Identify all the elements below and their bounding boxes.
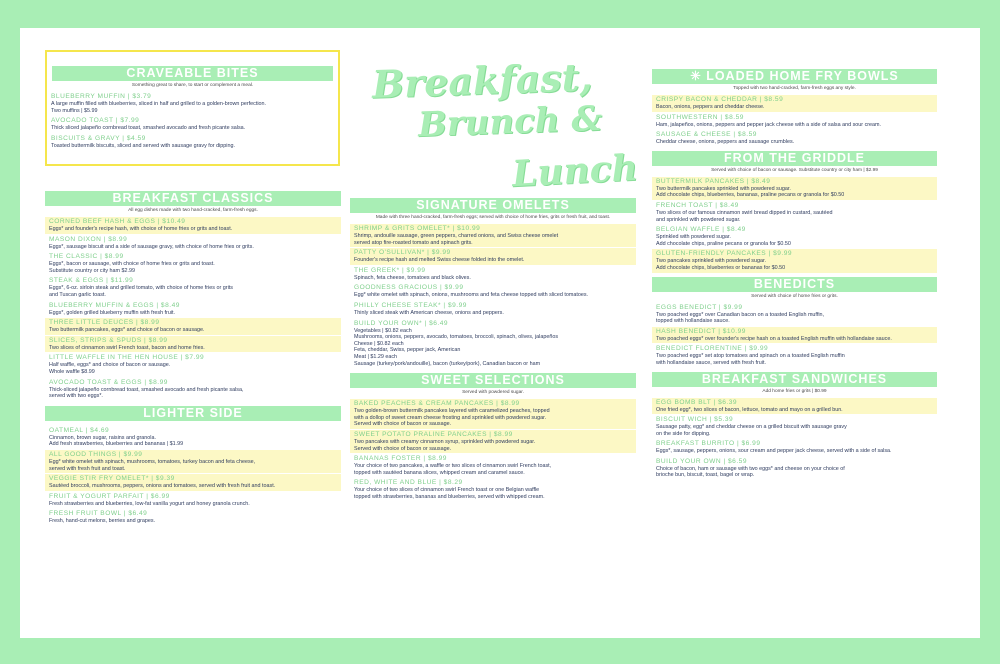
menu-item-name: VEGGIE STIR FRY OMELET* | $9.39 xyxy=(49,475,175,483)
menu-item xyxy=(652,130,937,147)
benedicts-items xyxy=(652,303,937,368)
section-subtitle: Made with three hand-cracked, farm-fresh eggs; served with choice of home fries, grits or fresh fruit, and toast. xyxy=(375,215,611,220)
menu-item xyxy=(350,478,636,501)
menu-item-description: Choice of bacon, ham or sausage with two eggs* and cheese on your choice of xyxy=(656,465,845,472)
lighter-side-items xyxy=(45,426,341,526)
menu-item xyxy=(45,336,341,353)
menu-item xyxy=(45,378,341,401)
plus-icon: ✳ xyxy=(690,69,707,83)
menu-item-description: Sprinkled with powdered sugar. xyxy=(656,234,731,241)
breakfast-classics-items xyxy=(45,217,341,401)
sweet-items xyxy=(350,399,636,501)
menu-item-description: Toasted buttermilk biscuits, sliced and served with sausage gravy for dipping. xyxy=(51,142,235,149)
menu-item-description: One fried egg*, two slices of bacon, lettuce, tomato and mayo on a grilled bun. xyxy=(656,406,843,413)
menu-item-name: BREAKFAST BURRITO | $6.99 xyxy=(656,440,761,448)
menu-item xyxy=(350,301,636,318)
sandwiches-items xyxy=(652,398,937,481)
menu-item-name: BUILD YOUR OWN* | $6.49 xyxy=(354,319,449,327)
menu-item-description: Add chocolate chips, blueberries, bananas, praline pecans or granola for $0.50 xyxy=(656,192,845,199)
menu-item xyxy=(45,276,341,299)
menu-item xyxy=(47,134,338,151)
menu-item-description: Served with choice of bacon or sausage. xyxy=(354,421,452,428)
menu-item-description: Spinach, feta cheese, tomatoes and black olives. xyxy=(354,274,471,281)
menu-item xyxy=(652,457,937,480)
section-header: SWEET SELECTIONS xyxy=(350,373,636,388)
menu-item-description: topped with sautéed banana slices, whipped cream and caramel sauce. xyxy=(354,469,525,476)
menu-item-description: Two buttermilk pancakes sprinkled with powdered sugar. xyxy=(656,185,791,192)
menu-item-name: BENEDICT FLORENTINE | $9.99 xyxy=(656,345,769,353)
menu-item xyxy=(45,474,341,491)
menu-item-name: CORNED BEEF HASH & EGGS | $10.49 xyxy=(49,218,186,225)
menu-item xyxy=(652,201,937,224)
menu-item-name: PATTY O'SULLIVAN* | $9.99 xyxy=(354,249,451,257)
menu-item-description: Egg* white omelet with spinach, mushrooms, tomatoes, turkey bacon and feta cheese, xyxy=(49,458,256,465)
menu-item-description: Eggs*, sausage biscuit and a side of sausage gravy, with choice of home fries or grits. xyxy=(49,243,254,250)
menu-item-name: GLUTEN-FRIENDLY PANCAKES | $9.99 xyxy=(656,250,793,258)
menu-item-name: FRUIT & YOGURT PARFAIT | $6.99 xyxy=(49,492,170,500)
menu-item-name: AVOCADO TOAST | $7.99 xyxy=(51,117,140,125)
menu-item-name: AVOCADO TOAST & EGGS | $8.99 xyxy=(49,378,168,386)
menu-item-description: Two slices of our famous cinnamon swirl bread dipped in custard, sautéed xyxy=(656,209,833,216)
menu-item-name: BANANAS FOSTER | $8.99 xyxy=(354,455,447,463)
section-header: BREAKFAST CLASSICS xyxy=(45,191,341,206)
menu-item xyxy=(652,225,937,248)
menu-item-description: Cinnamon, brown sugar, raisins and granola. xyxy=(49,434,156,441)
menu-item-description: Eggs*, sausage, peppers, onions, sour cream and pepper jack cheese, served with a side of salsa. xyxy=(656,448,892,455)
menu-item-description: Two buttermilk pancakes, eggs* and choice of bacon or sausage. xyxy=(49,327,205,334)
menu-item-name: THE CLASSIC | $8.99 xyxy=(49,253,124,261)
menu-item-description: Sausage patty, egg* and cheddar cheese on a grilled biscuit with sausage gravy xyxy=(656,424,847,431)
menu-item xyxy=(45,235,341,252)
menu-item-description: on the side for dipping. xyxy=(656,430,711,437)
menu-item-name: BLUEBERRY MUFFIN | $3.79 xyxy=(51,93,152,100)
menu-item-description: Eggs*, bacon or sausage, with choice of home fries or grits and toast. xyxy=(49,261,215,268)
left-column xyxy=(45,191,341,527)
menu-item-description: Whole waffle $8.99 xyxy=(49,368,95,375)
menu-item xyxy=(45,353,341,376)
menu-item-name: BISCUIT WICH | $5.39 xyxy=(656,416,734,424)
menu-item-name: BISCUITS & GRAVY | $4.59 xyxy=(51,134,146,142)
menu-item-name: THREE LITTLE DEUCES | $8.99 xyxy=(49,319,160,327)
menu-item-description: Thick-sliced jalapeño cornbread toast, smashed avocado and fresh picante salsa, xyxy=(49,386,244,393)
menu-item-description: Two poached eggs* over founder's recipe hash on a toasted English muffin with hollandaise sauce. xyxy=(656,335,892,342)
menu-item-description: Two muffins | $5.99 xyxy=(51,107,98,114)
menu-item-name: RED, WHITE AND BLUE | $8.29 xyxy=(354,479,463,487)
menu-item xyxy=(652,415,937,438)
menu-item xyxy=(45,509,341,526)
middle-column xyxy=(350,198,636,502)
menu-item-name: SHRIMP & GRITS OMELET* | $10.99 xyxy=(354,225,481,232)
menu-item-description: Served with choice of bacon or sausage. xyxy=(354,445,452,452)
menu-item-name: LITTLE WAFFLE IN THE HEN HOUSE | $7.99 xyxy=(49,354,205,362)
menu-item-description: Add chocolate chips, praline pecans or granola for $0.50 xyxy=(656,240,791,247)
menu-item-description: Cheese | $0.82 each xyxy=(354,340,404,347)
section-header: SIGNATURE OMELETS xyxy=(350,198,636,213)
menu-item xyxy=(45,450,341,473)
menu-item-name: BUILD YOUR OWN | $6.59 xyxy=(656,457,748,465)
menu-item-name: SWEET POTATO PRALINE PANCAKES | $8.99 xyxy=(354,430,513,438)
menu-item-description: A large muffin filled with blueberries, sliced in half and grilled to a golden-brown perfection. xyxy=(51,101,267,107)
menu-item-description: Vegetables | $0.82 each xyxy=(354,327,412,334)
menu-item xyxy=(652,113,937,130)
menu-item-description: Feta, cheddar, Swiss, pepper jack, American xyxy=(354,347,461,354)
menu-item-description: Substitute country or city ham $2.99 xyxy=(49,267,135,274)
menu-item-description: Eggs*, 6-oz. sirloin steak and grilled tomato, with choice of home fries or grits xyxy=(49,285,233,292)
menu-item xyxy=(652,327,937,344)
menu-item-description: Fresh, hand-cut melons, berries and grapes. xyxy=(49,518,156,525)
menu-item-description: Sautéed broccoli, mushrooms, peppers, onions and tomatoes, served with fresh fruit and toast. xyxy=(49,483,276,490)
menu-item-description: Eggs*, golden grilled blueberry muffin with fresh fruit. xyxy=(49,309,176,316)
menu-item-description: with a dollop of sweet cream cheese frosting and sprinkled with powdered sugar. xyxy=(354,414,547,421)
menu-item xyxy=(350,319,636,369)
menu-item xyxy=(350,283,636,300)
menu-item-description: Ham, jalapeños, onions, peppers and pepper jack cheese with a side of salsa and sour cream. xyxy=(656,121,882,128)
section-subtitle: Topped with two hand-cracked, farm-fresh eggs any style. xyxy=(733,86,856,91)
menu-item-name: FRENCH TOAST | $8.49 xyxy=(656,201,739,209)
menu-item-description: Meat | $1.29 each xyxy=(354,353,398,360)
section-header: LIGHTER SIDE xyxy=(45,406,341,421)
menu-item-name: SOUTHWESTERN | $8.59 xyxy=(656,113,744,121)
menu-item-name: GOODNESS GRACIOUS | $9.99 xyxy=(354,284,464,292)
menu-item-name: SLICES, STRIPS & SPUDS | $8.99 xyxy=(49,336,168,344)
menu-item-description: Sausage (turkey/pork/andouille), bacon (turkey/pork), Canadian bacon or ham xyxy=(354,360,541,367)
menu-item-name: MASON DIXON | $8.99 xyxy=(49,235,128,243)
menu-item xyxy=(350,454,636,477)
section-header-text: LOADED HOME FRY BOWLS xyxy=(706,69,899,83)
menu-item xyxy=(652,439,937,456)
menu-item-description: Thick sliced jalapeño cornbread toast, smashed avocado and fresh picante salsa. xyxy=(51,125,246,132)
menu-item-name: ALL GOOD THINGS | $9.99 xyxy=(49,450,143,458)
menu-item xyxy=(350,224,636,247)
menu-item xyxy=(652,398,937,415)
menu-item-name: BELGIAN WAFFLE | $8.49 xyxy=(656,226,746,234)
menu-title xyxy=(350,54,640,208)
menu-item-description: Add fresh strawberries, blueberries and bananas | $1.99 xyxy=(49,441,184,448)
menu-item-description: Two poached eggs* over Canadian bacon on a toasted English muffin, xyxy=(656,311,825,318)
menu-item-name: EGG BOMB BLT | $6.39 xyxy=(656,398,738,406)
menu-item-description: Cheddar cheese, onions, peppers and sausage crumbles. xyxy=(656,139,795,146)
menu-item xyxy=(652,177,937,200)
menu-item-description: Add chocolate chips, blueberries or bananas for $0.50 xyxy=(656,264,786,271)
menu-item-description: and sprinkled with powdered sugar. xyxy=(656,216,741,223)
menu-item-name: BUTTERMILK PANCAKES | $8.49 xyxy=(656,177,771,185)
title-line: Breakfast, xyxy=(371,54,594,107)
section-subtitle: Served with choice of bacon or sausage. Substitute country or city ham | $2.99 xyxy=(711,167,878,173)
menu-item xyxy=(45,318,341,335)
menu-item-description: Fresh strawberries and blueberries, low-fat vanilla yogurt and honey granola crunch. xyxy=(49,500,250,507)
menu-item-description: served with fresh fruit and toast. xyxy=(49,465,126,472)
section-header xyxy=(652,69,937,84)
menu-item-description: Your choice of two pancakes, a waffle or two slices of cinnamon swirl French toast, xyxy=(354,463,552,470)
title-line: Brunch & xyxy=(417,98,603,146)
section-subtitle: Add home fries or grits | $0.99 xyxy=(762,388,827,394)
omelets-items xyxy=(350,224,636,368)
menu-item-name: STEAK & EGGS | $11.99 xyxy=(49,277,134,285)
section-header: CRAVEABLE BITES xyxy=(52,66,333,81)
section-subtitle: All egg dishes made with two hand-cracked, farm-fresh eggs. xyxy=(128,208,258,213)
menu-item-description: served with two eggs*. xyxy=(49,393,103,400)
menu-item xyxy=(45,252,341,275)
griddle-items xyxy=(652,177,937,273)
menu-item xyxy=(350,266,636,283)
menu-item-name: CRISPY BACON & CHEDDAR | $8.59 xyxy=(656,96,784,103)
menu-item xyxy=(47,92,338,115)
menu-item-description: Eggs* and founder's recipe hash, with choice of home fries or grits and toast. xyxy=(49,226,233,232)
menu-item-description: Your choice of two slices of cinnamon swirl French toast or one Belgian waffle xyxy=(354,487,540,494)
menu-item-description: Egg* white omelet with spinach, onions, mushrooms and feta cheese topped with sliced tomatoes. xyxy=(354,292,589,299)
section-header: BREAKFAST SANDWICHES xyxy=(652,372,937,387)
menu-item-name: HASH BENEDICT | $10.99 xyxy=(656,327,746,335)
menu-item xyxy=(45,217,341,234)
menu-item-description: Two golden-brown buttermilk pancakes layered with caramelized peaches, topped xyxy=(354,408,550,415)
right-column xyxy=(652,69,937,481)
menu-item xyxy=(652,249,937,272)
menu-item xyxy=(652,95,937,112)
craveable-bites-box xyxy=(45,50,340,166)
section-header: BENEDICTS xyxy=(652,277,937,292)
menu-item xyxy=(47,116,338,133)
home-fry-items xyxy=(652,95,937,147)
menu-item-name: THE GREEK* | $9.99 xyxy=(354,266,426,274)
menu-item-description: Two slices of cinnamon swirl French toast, bacon and home fries. xyxy=(49,344,205,351)
menu-item-description: Bacon, onions, peppers and cheddar cheese. xyxy=(656,104,765,110)
menu-item-name: BAKED PEACHES & CREAM PANCAKES | $8.99 xyxy=(354,400,520,408)
title-line: Lunch xyxy=(510,146,639,196)
menu-item xyxy=(652,303,937,326)
section-subtitle: Served with powdered sugar. xyxy=(462,390,524,396)
menu-page xyxy=(20,28,980,638)
menu-item-name: EGGS BENEDICT | $9.99 xyxy=(656,303,743,311)
menu-item-description: Shrimp, andouille sausage, green peppers, charred onions, and Swiss cheese omelet xyxy=(354,233,559,239)
section-subtitle: Something great to share, to start or complement a meal. xyxy=(131,83,254,88)
craveable-items xyxy=(47,92,338,150)
menu-item xyxy=(652,344,937,367)
menu-item-description: topped with hollandaise sauce. xyxy=(656,318,730,325)
section-subtitle: Served with choice of home fries or grits. xyxy=(751,293,838,299)
menu-item-name: PHILLY CHEESE STEAK* | $9.99 xyxy=(354,301,467,309)
menu-item-description: Two pancakes sprinkled with powdered sugar. xyxy=(656,258,766,265)
menu-item-description: brioche bun, biscuit, toast, bagel or wrap. xyxy=(656,472,755,479)
section-header: FROM THE GRIDDLE xyxy=(652,151,937,166)
menu-item xyxy=(350,399,636,429)
menu-item-description: Half waffle, eggs* and choice of bacon or sausage. xyxy=(49,362,171,369)
menu-item-description: with hollandaise sauce, served with fresh fruit. xyxy=(656,359,766,366)
menu-item-description: Two poached eggs* set atop tomatoes and spinach on a toasted English muffin xyxy=(656,353,845,360)
menu-item-name: SAUSAGE & CHEESE | $8.59 xyxy=(656,131,757,139)
menu-item-description: Mushrooms, onions, peppers, avocado, tomatoes, broccoli, spinach, olives, jalapeños xyxy=(354,334,559,341)
menu-item xyxy=(45,301,341,318)
menu-item xyxy=(45,492,341,509)
menu-item-name: OATMEAL | $4.69 xyxy=(49,426,110,434)
menu-item xyxy=(350,248,636,265)
menu-item-name: BLUEBERRY MUFFIN & EGGS | $8.49 xyxy=(49,301,180,309)
menu-item-description: Founder's recipe hash and melted Swiss cheese folded into the omelet. xyxy=(354,257,525,264)
menu-item-description: and Tuscan garlic toast. xyxy=(49,291,106,298)
menu-item xyxy=(45,426,341,449)
menu-item-description: Two pancakes with creamy cinnamon syrup, sprinkled with powdered sugar. xyxy=(354,438,536,445)
menu-item-description: Thinly sliced steak with American cheese, onions and peppers. xyxy=(354,309,504,316)
menu-item-description: served atop fire-roasted tomato and spinach grits. xyxy=(354,239,473,246)
menu-item-description: topped with strawberries, bananas and blueberries, served with whipped cream. xyxy=(354,493,545,500)
menu-item-name: FRESH FRUIT BOWL | $6.49 xyxy=(49,510,148,518)
menu-item xyxy=(350,430,636,453)
